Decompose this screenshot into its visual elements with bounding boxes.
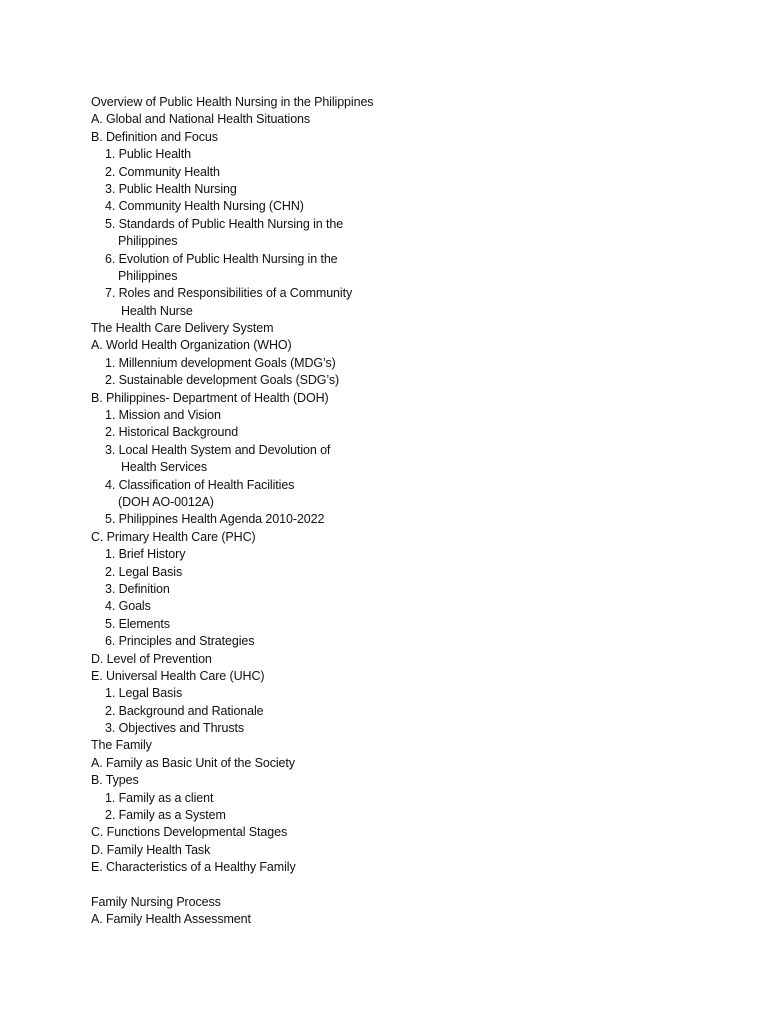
outline-subitem: 2. Community Health <box>105 164 220 179</box>
outline-subitem: 5. Elements <box>105 616 170 631</box>
outline-subitem: Health Services <box>121 460 208 475</box>
section-heading: Family Nursing Process <box>91 894 221 909</box>
outline-subitem: 2. Background and Rationale <box>105 703 264 718</box>
outline-subitem: 4. Community Health Nursing (CHN) <box>105 199 304 214</box>
outline-subitem: (DOH AO-0012A) <box>118 494 214 509</box>
outline-subitem: 1. Mission and Vision <box>105 408 221 423</box>
outline-item: B. Definition and Focus <box>91 129 218 144</box>
section-heading: Overview of Public Health Nursing in the Philippines <box>91 95 374 109</box>
outline-subitem: 1. Brief History <box>105 547 186 562</box>
outline-item: E. Universal Health Care (UHC) <box>91 668 265 683</box>
outline-subitem: 2. Sustainable development Goals (SDG’s) <box>105 373 340 388</box>
outline-item: C. Primary Health Care (PHC) <box>91 529 256 544</box>
outline-subitem: 6. Evolution of Public Health Nursing in the <box>105 251 338 266</box>
outline-item: B. Philippines- Department of Health (DOH) <box>91 390 329 405</box>
outline-subitem: 7. Roles and Responsibilities of a Community <box>105 286 353 301</box>
outline-item: C. Functions Developmental Stages <box>91 825 288 840</box>
outline-item: A. Global and National Health Situations <box>91 112 311 127</box>
outline-subitem: Philippines <box>118 234 178 249</box>
outline-item: D. Level of Prevention <box>91 651 212 666</box>
outline-subitem: 1. Family as a client <box>105 790 214 805</box>
outline-item: A. World Health Organization (WHO) <box>91 338 292 353</box>
outline-subitem: 4. Classification of Health Facilities <box>105 477 295 492</box>
outline-subitem: 4. Goals <box>105 599 151 614</box>
outline-item: A. Family as Basic Unit of the Society <box>91 755 295 770</box>
outline-list <box>91 94 731 929</box>
outline-subitem: 3. Definition <box>105 581 170 596</box>
outline-subitem: 6. Principles and Strategies <box>105 634 255 649</box>
outline-item: B. Types <box>91 773 139 788</box>
outline-subitem: 1. Millennium development Goals (MDG’s) <box>105 355 336 370</box>
outline-subitem: 2. Historical Background <box>105 425 239 440</box>
section-heading: The Health Care Delivery System <box>91 321 274 336</box>
outline-subitem: 1. Public Health <box>105 147 191 162</box>
section-heading: The Family <box>91 738 152 753</box>
outline-subitem: 5. Philippines Health Agenda 2010-2022 <box>105 512 325 527</box>
blank-line <box>91 877 731 894</box>
outline-subitem: Health Nurse <box>121 303 193 318</box>
outline-subitem: 2. Legal Basis <box>105 564 183 579</box>
outline-item: A. Family Health Assessment <box>91 912 251 927</box>
outline-subitem: 3. Local Health System and Devolution of <box>105 442 331 457</box>
outline-subitem: Philippines <box>118 268 178 283</box>
outline-subitem: 3. Public Health Nursing <box>105 181 237 196</box>
outline-item: E. Characteristics of a Healthy Family <box>91 860 296 875</box>
outline-subitem: 2. Family as a System <box>105 808 226 823</box>
outline-item: D. Family Health Task <box>91 842 211 857</box>
outline-subitem: 1. Legal Basis <box>105 686 183 701</box>
outline-subitem: 5. Standards of Public Health Nursing in the <box>105 216 344 231</box>
outline-subitem: 3. Objectives and Thrusts <box>105 721 245 736</box>
